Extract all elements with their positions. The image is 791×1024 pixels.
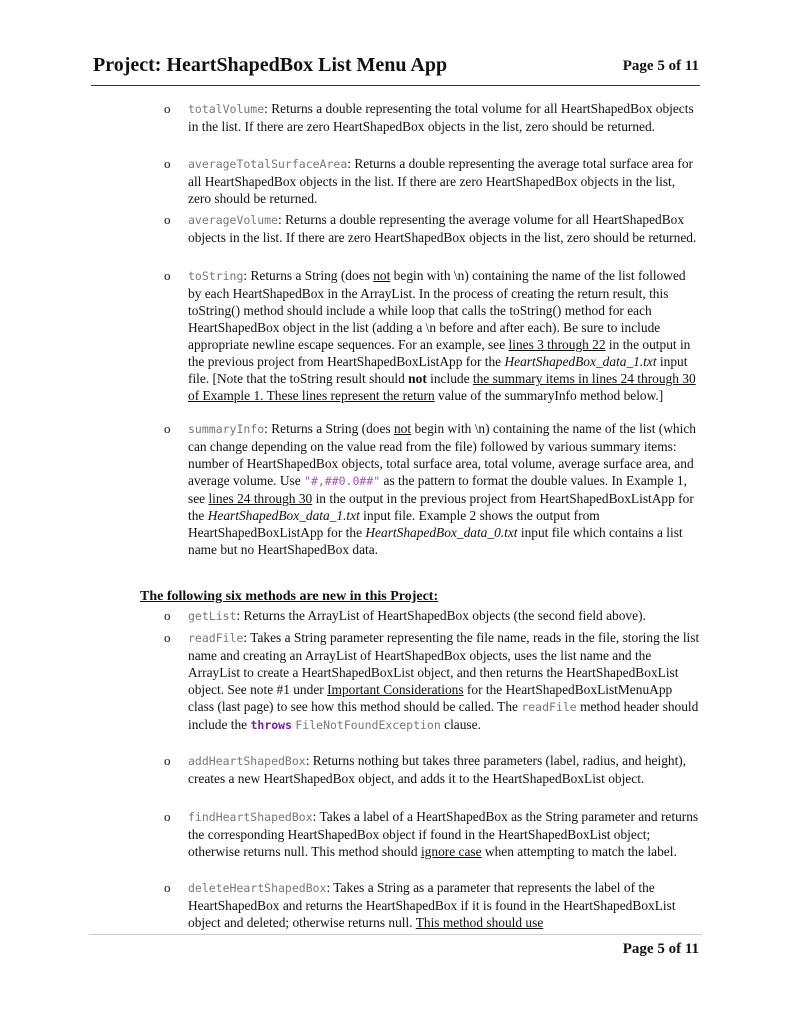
text-run: input file. Example 2 shows the output from HeartShapedBoxListApp for the [188,508,600,540]
file-name: HeartShapedBox_data_1.txt [504,354,657,369]
method-summary-info [164,420,700,558]
method-get-list [164,607,700,625]
text-run: : Takes a label of a HeartShapedBox as the String parameter and returns the corresponding HeartShapedBox object if found in the HeartShapedBoxList object; otherwise returns null. This method should [188,809,699,859]
line-reference: lines 3 through 22 [508,337,606,352]
method-name: findHeartShapedBox [188,810,313,824]
emphasis-underline: This method should use [415,915,544,930]
footer-page-number: Page 5 of 11 [622,941,699,957]
cross-reference: Important Considerations [327,682,464,697]
keyword-throws: throws [250,718,293,732]
text-run: in the output in the previous project from HeartShapedBoxListApp for the [188,337,691,369]
text-run: clause. [440,717,481,732]
text-run: for the HeartShapedBoxListMenuApp class (last page) to see how this method should be called. The [188,682,673,714]
method-name: deleteHeartShapedBox [188,881,327,895]
text-run: when attempting to match the label. [481,844,677,859]
method-delete-heart-shaped-box [164,879,700,931]
method-description: : Returns the ArrayList of HeartShapedBox objects (the second field above). [236,608,646,623]
method-name: addHeartShapedBox [188,754,306,768]
method-description: : Returns a double representing the average total surface area for all HeartShapedBox objects in the list. If there are zero HeartShapedBox objects in the list, zero should be returned. [188,156,694,206]
emphasis-underline: ignore case [420,844,482,859]
method-description: : Returns a double representing the average volume for all HeartShapedBox objects in the list. If there are zero HeartShapedBox objects in the list, zero should be returned. [188,212,697,245]
bullet-marker: o [164,421,171,436]
file-name: HeartShapedBox_data_1.txt [207,508,360,523]
text-run: input file which contains a list name but no HeartShapedBox data. [188,525,683,557]
inline-code: readFile [521,700,577,714]
method-name: averageVolume [188,213,279,227]
method-name: getList [188,609,237,623]
method-name: readFile [188,631,244,645]
method-name: totalVolume [188,102,265,116]
text-run: : Takes a String parameter representing the file name, reads in the file, storing the list name and creating an ArrayList of HeartShapedBox objects, uses the list name and the ArrayList to create a HeartShapedBoxList object, and then returns the HeartShapedBoxList object. See note #1 under [188,630,700,697]
text-run: include [426,371,473,386]
section-heading: The following six methods are new in this Project: [140,589,439,604]
text-run: method header should include the [188,699,699,732]
bullet-marker: o [164,268,171,283]
exception-name: FileNotFoundException [295,718,441,732]
bullet-marker: o [164,753,171,768]
text-run: begin with \n) containing the name of the list (which can change depending on the value read from the file) followed by various summary items: number of HeartShapedBox objects, total surface area, total volume, average surface area, and average volume. Use [188,421,696,488]
method-name: summaryInfo [188,422,265,436]
header-rule [91,85,700,86]
method-add-heart-shaped-box [164,752,700,787]
text-run: in the output in the previous project from HeartShapedBoxListApp for the [188,491,694,523]
bullet-marker: o [164,630,171,645]
text-run: : Returns a String (does [243,268,374,283]
document-title: Project: HeartShapedBox List Menu App [93,54,448,76]
text-run: input file. [Note that the toString result should [188,354,688,386]
method-average-volume [164,211,700,246]
line-reference: lines 24 through 30 [208,491,313,506]
method-name: averageTotalSurfaceArea [188,157,348,171]
emphasis-underline: not [373,268,391,283]
file-name: HeartShapedBox_data_0.txt [365,525,518,540]
bullet-marker: o [164,101,171,116]
method-description: : Returns nothing but takes three parameters (label, radius, and height), creates a new HeartShapedBox object, and adds it to the HeartShapedBoxList object. [188,753,687,786]
line-reference: the summary items in lines 24 through 30 of Example 1. These lines represent the return [188,371,696,403]
text-run: : Takes a String as a parameter that represents the label of the HeartShapedBox and returns the HeartShapedBox if it is found in the HeartShapedBoxList object and deleted; otherwise returns null. [188,880,676,930]
method-description: : Returns a double representing the total volume for all HeartShapedBox objects in the list. If there are zero HeartShapedBox objects in the list, zero should be returned. [188,101,694,134]
text-run: : Returns a String (does [264,421,394,436]
text-run: as the pattern to format the double values. In Example 1, see [188,473,687,506]
bullet-marker: o [164,880,171,895]
emphasis-underline: not [393,421,412,436]
method-to-string [164,267,700,404]
bullet-marker: o [164,156,171,171]
text-run: begin with \n) containing the name of the list followed by each HeartShapedBox in the ArrayList. In the process of creating the return result, this toString() method should include a while loop that calls the toString() method for each HeartShapedBox object in the list (adding a \n before and after each). Be sure to include appropriate newline escape sequences. For an example, see [188,268,686,352]
method-read-file [164,629,700,734]
bullet-marker: o [164,608,171,623]
format-pattern: "#,##0.0##" [304,474,381,488]
method-name: toString [188,269,244,283]
method-average-total-surface-area [164,155,700,207]
method-total-volume [164,100,700,135]
bullet-marker: o [164,212,171,227]
footer-rule [89,934,702,935]
bullet-marker: o [164,809,171,824]
emphasis-bold: not [408,371,427,386]
header-page-number: Page 5 of 11 [622,58,699,74]
page-header [93,54,699,84]
method-find-heart-shaped-box [164,808,700,860]
text-run: value of the summaryInfo method below.] [434,388,664,403]
